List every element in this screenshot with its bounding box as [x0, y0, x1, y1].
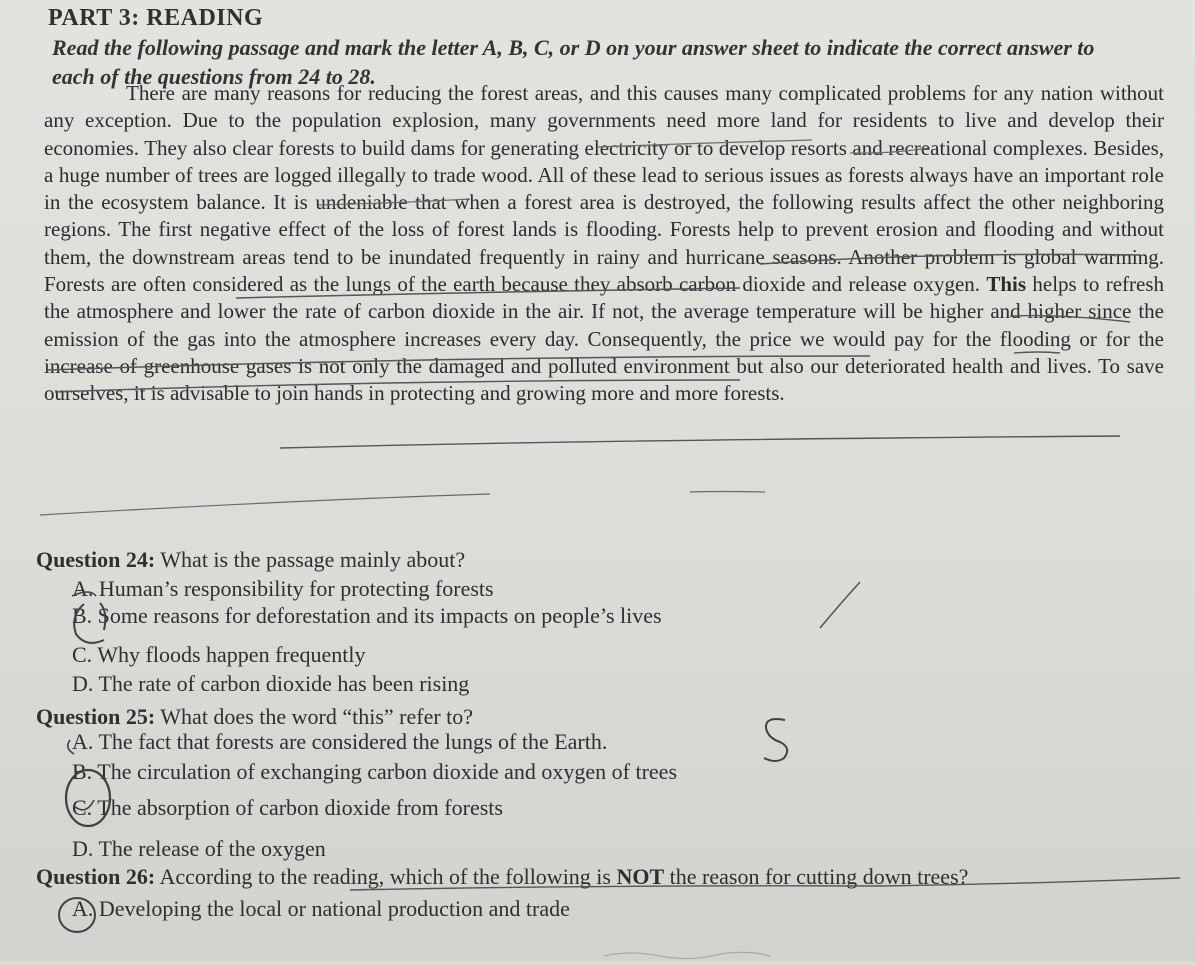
instructions: Read the following passage and mark the letter A, B, C, or D on your answer sheet to indicate the correct answer to each of the questions from 24 to 28. [52, 35, 1095, 89]
question-24-option-a[interactable]: A. Human’s responsibility for protecting forests [72, 576, 494, 601]
bleed-through-mark [600, 944, 780, 965]
question-24-text: What is the passage mainly about? [155, 547, 466, 572]
question-26 [36, 862, 1176, 892]
question-26-option-a[interactable]: A. Developing the local or national production and trade [72, 896, 570, 921]
bleed-through-scribble [600, 944, 780, 960]
passage-word-this: This [986, 272, 1027, 297]
question-26-number: Question 26: [36, 864, 156, 889]
question-25-number: Question 25: [36, 704, 156, 729]
question-25-option-d[interactable]: D. The release of the oxygen [72, 836, 326, 861]
question-26-not: NOT [616, 864, 665, 889]
question-25-option-a[interactable]: A. The fact that forests are considered the lungs of the Earth. [72, 729, 608, 754]
question-24 [36, 545, 1176, 575]
question-24-option-d[interactable]: D. The rate of carbon dioxide has been rising [72, 671, 470, 696]
question-24-number: Question 24: [36, 547, 156, 572]
question-25-option-c[interactable]: C. The absorption of carbon dioxide from forests [72, 795, 503, 820]
question-25-text: What does the word “this” refer to? [155, 704, 474, 729]
section-heading: PART 3: READING [48, 5, 264, 31]
reading-passage [44, 80, 1164, 408]
question-26-text-before: According to the reading, which of the following is [155, 864, 617, 889]
passage-text-1: There are many reasons for reducing the forest areas, and this causes many complicated problems for any nation without any exception. Due to the population explosion, many governments need more land for residents to live and develop their economies. They also clear forests to build dams for generating electricity or to develop resorts and recreational complexes. Besides, a huge number of trees are logged illegally to trade wood. All of these lead to serious issues as forests always have an important role in the ecosystem balance. It is undeniable that when a forest area is destroyed, the following results affect the other neighboring regions. The first negative effect of the loss of forest lands is flooding. Forests help to prevent erosion and flooding and without them, the downstream areas tend to be inundated frequently in rainy and hurricane seasons. Another problem is global warming. Forests are often considered as the lungs of the earth because they absorb carbon dioxide and release oxygen. [44, 81, 1164, 297]
question-24-option-b[interactable]: B. Some reasons for deforestation and its impacts on people’s lives [72, 603, 662, 628]
question-25-option-b[interactable]: B. The circulation of exchanging carbon dioxide and oxygen of trees [72, 759, 678, 784]
question-26-text-after: the reason for cutting down trees? [664, 864, 969, 889]
passage-text-2: helps to refresh the atmosphere and lower the rate of carbon dioxide in the air. If not, the average temperature will be higher and higher since the emission of the gas into the atmosphere increases every day. Consequently, the price we would pay for the flooding or for the increase of greenhouse gases is not only the damaged and polluted environment but also our deteriorated health and lives. To save ourselves, it is advisable to join hands in protecting and growing more and more forests. [44, 272, 1164, 406]
question-24-option-c[interactable]: C. Why floods happen frequently [72, 642, 366, 667]
